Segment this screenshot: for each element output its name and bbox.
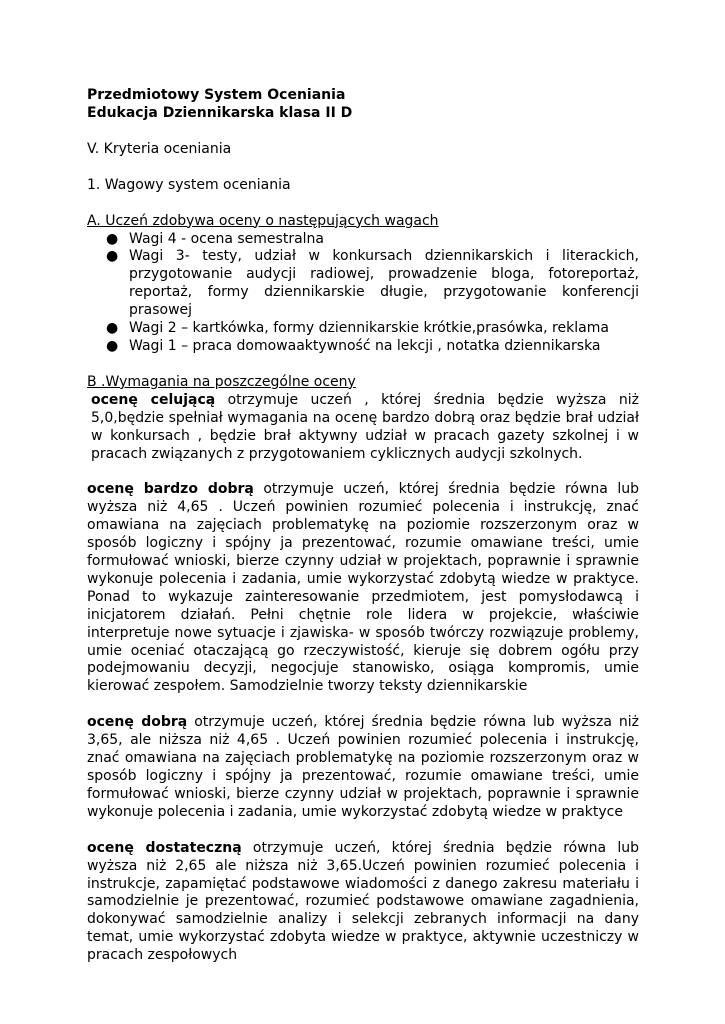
list-item: ● Wagi 1 – praca domowaaktywność na lekcji , notatka dziennikarska: [106, 337, 601, 354]
grade-bardzo-dobra: [87, 481, 639, 696]
list-item: ● Wagi 4 - ocena semestralna: [106, 230, 325, 247]
weights-list: [87, 231, 639, 356]
grade-description: otrzymuje uczeń, której średnia będzie równa lub wyższa niż 2,65 ale niższa niż 3,65.Uczeń powinien rozumieć polecenia i instrukcje, zapamiętać podstawowe wiadomości z danego zakresu materiału i samodzielnie je prezentować, rozumieć podstawowe omawiane zagadnienia, dokonywać samodzielnie analizy i selekcji zebranych informacji na dany temat, umie wykorzystać zdobyta wiedze w praktyce, aktywnie uczestniczy w pracach zespołowych: [87, 839, 639, 964]
grade-name: ocenę dobrą: [87, 714, 188, 731]
grade-description: otrzymuje uczeń, której średnia będzie równa lub wyższa niż 4,65 . Uczeń powinien rozumieć polecenia i instrukcję, znać omawiana na zajęciach problematykę na poziomie rozszerzonym oraz w sposób logiczny i spójny ja prezentować, rozumie omawiane treści, umie formułować wnioski, bierze czynny udział w projektach, poprawnie i sprawnie wykonuje polecenia i zadania, umie wykorzystać zdobytą wiedze w praktyce. Ponad to wykazuje zainteresowanie przedmiotem, jest pomysłodawcą i inicjatorem działań. Pełni chętnie role lidera w projekcie, właściwie interpretuje nowe sytuacje i zjawiska- w sposób twórczy rozwiązuje problemy, umie oceniać otaczającą go rzeczywistość, kieruje się dobrem ogółu przy podejmowaniu decyzji, negocjuje stanowisko, osiąga kompromis, umie kierować zespołem. Samodzielnie tworzy teksty dziennikarskie: [87, 481, 640, 695]
bullet-icon: ●: [106, 337, 119, 354]
section-a: [87, 213, 639, 356]
grade-dostateczna: [87, 840, 639, 965]
section-a-heading: A. Uczeń zdobywa oceny o następujących wagach: [87, 212, 439, 229]
grade-description: otrzymuje uczeń , której średnia będzie wyższa niż 5,0,będzie spełniał wymagania na ocenę bardzo dobrą oraz będzie brał udział w konkursach , będzie brał aktywny udział w pracach gazety szkolnej i w pracach związanych z przygotowaniem cyklicznych audycji szkolnych.: [91, 391, 639, 462]
section-b: [87, 374, 639, 464]
grade-name: ocenę dostateczną: [87, 839, 242, 856]
bullet-icon: ●: [106, 248, 119, 265]
list-item: ● Wagi 2 – kartkówka, formy dziennikarskie krótkie,prasówka, reklama: [106, 320, 609, 337]
bullet-icon: ●: [106, 230, 119, 247]
bullet-icon: ●: [106, 320, 119, 337]
section-1-heading: 1. Wagowy system oceniania: [87, 176, 291, 193]
section-b-heading: B .Wymagania na poszczególne oceny: [87, 373, 356, 390]
grade-dobra: [87, 714, 639, 821]
grade-description: otrzymuje uczeń, której średnia będzie równa lub wyższa niż 3,65, ale niższa niż 4,65 . Uczeń powinien rozumieć polecenia i instrukcję, znać omawiana na zajęciach problematykę na poziomie rozszerzonym oraz w sposób logiczny i spójny ja prezentować, rozumie omawiane treści, umie formułować wnioski, bierze czynny udział w projektach, poprawnie i sprawnie wykonuje polecenia i zadania, umie wykorzystać zdobytą wiedze w praktyce: [87, 714, 639, 820]
grade-name: ocenę bardzo dobrą: [87, 481, 254, 498]
document-title-line-2: Edukacja Dziennikarska klasa II D: [87, 104, 353, 121]
document-page: [87, 87, 639, 965]
section-v-heading: V. Kryteria oceniania: [87, 140, 232, 157]
grade-name: ocenę celującą: [91, 391, 216, 408]
document-title-line-1: Przedmiotowy System Oceniania: [87, 87, 346, 103]
list-item: ● Wagi 3- testy, udział w konkursach dziennikarskich i literackich, przygotowanie audycji radiowej, prowadzenie bloga, fotoreportaż, reportaż, formy dziennikarskie długie, przygotowanie konferencji prasowej: [106, 248, 639, 319]
grade-celujaca: [87, 392, 639, 464]
